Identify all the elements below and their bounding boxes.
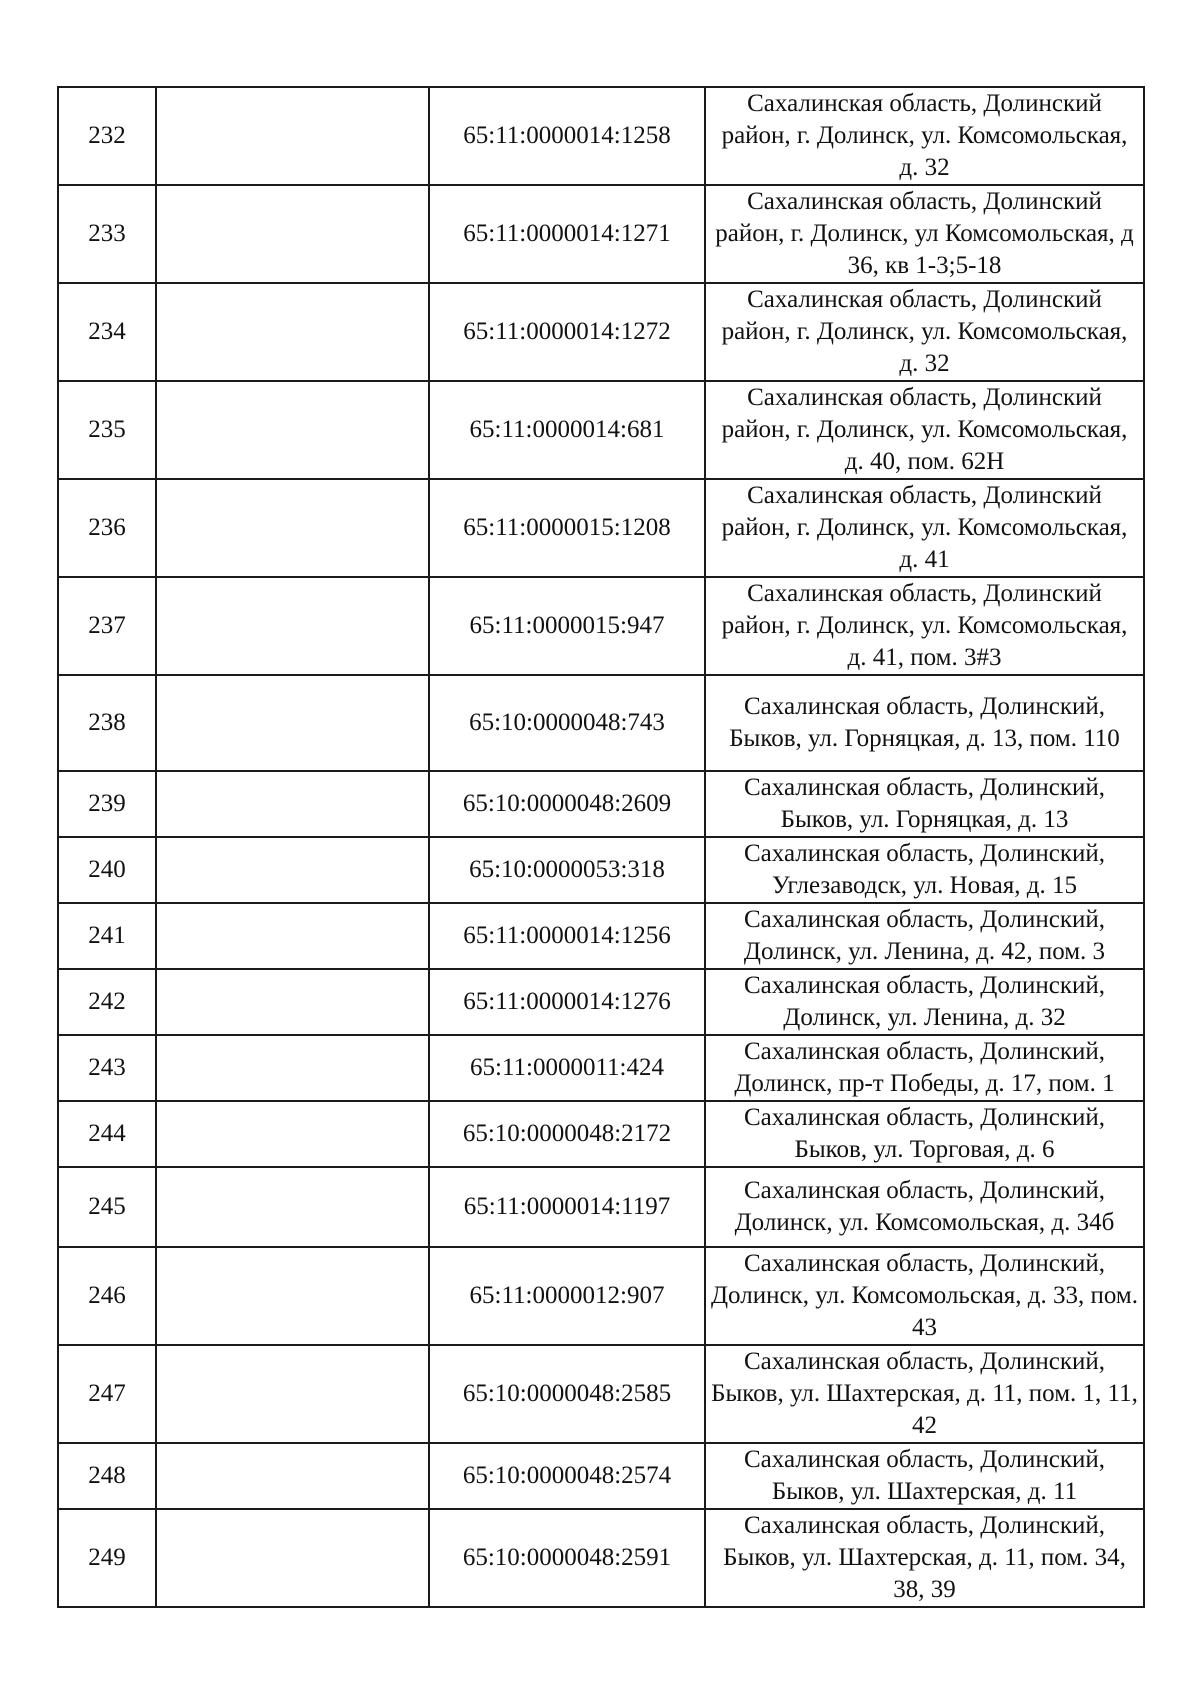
row-number-cell: 249 [58,1509,156,1607]
name-cell [156,771,429,837]
row-number-cell: 245 [58,1167,156,1247]
name-cell [156,837,429,903]
cadastral-number-cell: 65:10:0000053:318 [429,837,705,903]
table-row [58,283,1144,381]
row-number-cell: 240 [58,837,156,903]
name-cell [156,283,429,381]
address-cell: Сахалинская область, Долинский, Долинск, ул. Комсомольская, д. 34б [705,1167,1144,1247]
table-row [58,381,1144,479]
row-number-cell: 247 [58,1345,156,1443]
cadastral-number-cell: 65:10:0000048:2574 [429,1443,705,1509]
row-number-cell: 238 [58,675,156,771]
name-cell [156,675,429,771]
cadastral-number-cell: 65:11:0000014:1276 [429,969,705,1035]
table-row [58,185,1144,283]
row-number-cell: 232 [58,87,156,185]
name-cell [156,1509,429,1607]
address-cell: Сахалинская область, Долинский, Быков, ул. Шахтерская, д. 11 [705,1443,1144,1509]
table-row [58,87,1144,185]
cadastral-number-cell: 65:10:0000048:2172 [429,1101,705,1167]
address-cell: Сахалинская область, Долинский, Долинск, ул. Ленина, д. 32 [705,969,1144,1035]
name-cell [156,903,429,969]
cadastral-number-cell: 65:10:0000048:2609 [429,771,705,837]
cadastral-number-cell: 65:11:0000015:947 [429,577,705,675]
name-cell [156,1101,429,1167]
table-row [58,903,1144,969]
address-cell: Сахалинская область, Долинский район, г. Долинск, ул. Комсомольская, д. 32 [705,87,1144,185]
row-number-cell: 234 [58,283,156,381]
address-cell: Сахалинская область, Долинский, Долинск, ул. Ленина, д. 42, пом. 3 [705,903,1144,969]
address-cell: Сахалинская область, Долинский район, г. Долинск, ул. Комсомольская, д. 32 [705,283,1144,381]
cadastral-number-cell: 65:11:0000012:907 [429,1247,705,1345]
row-number-cell: 248 [58,1443,156,1509]
row-number-cell: 243 [58,1035,156,1101]
name-cell [156,1247,429,1345]
table-row [58,1247,1144,1345]
cadastral-number-cell: 65:11:0000014:1258 [429,87,705,185]
cadastral-number-cell: 65:11:0000014:1272 [429,283,705,381]
row-number-cell: 242 [58,969,156,1035]
table-row [58,1035,1144,1101]
name-cell [156,1167,429,1247]
table-row [58,771,1144,837]
cadastral-number-cell: 65:11:0000014:1197 [429,1167,705,1247]
row-number-cell: 236 [58,479,156,577]
cadastral-number-cell: 65:10:0000048:2591 [429,1509,705,1607]
address-cell: Сахалинская область, Долинский, Быков, ул. Торговая, д. 6 [705,1101,1144,1167]
name-cell [156,381,429,479]
table-row [58,1101,1144,1167]
row-number-cell: 244 [58,1101,156,1167]
name-cell [156,1035,429,1101]
name-cell [156,185,429,283]
address-cell: Сахалинская область, Долинский, Долинск, пр-т Победы, д. 17, пом. 1 [705,1035,1144,1101]
cadastral-number-cell: 65:11:0000014:1256 [429,903,705,969]
name-cell [156,479,429,577]
table-row [58,1509,1144,1607]
row-number-cell: 241 [58,903,156,969]
address-cell: Сахалинская область, Долинский, Быков, ул. Горняцкая, д. 13, пом. 110 [705,675,1144,771]
name-cell [156,1443,429,1509]
table-row [58,969,1144,1035]
address-cell: Сахалинская область, Долинский, Долинск, ул. Комсомольская, д. 33, пом. 43 [705,1247,1144,1345]
table-row [58,577,1144,675]
row-number-cell: 239 [58,771,156,837]
row-number-cell: 246 [58,1247,156,1345]
address-cell: Сахалинская область, Долинский район, г. Долинск, ул Комсомольская, д 36, кв 1-3;5-18 [705,185,1144,283]
table-row [58,1443,1144,1509]
table-row [58,837,1144,903]
cadastral-number-cell: 65:11:0000015:1208 [429,479,705,577]
row-number-cell: 233 [58,185,156,283]
table-row [58,675,1144,771]
cadastral-number-cell: 65:10:0000048:743 [429,675,705,771]
table-row [58,479,1144,577]
cadastral-number-cell: 65:11:0000014:681 [429,381,705,479]
name-cell [156,577,429,675]
address-cell: Сахалинская область, Долинский район, г. Долинск, ул. Комсомольская, д. 40, пом. 62Н [705,381,1144,479]
property-register-table [57,86,1145,1608]
address-cell: Сахалинская область, Долинский, Быков, ул. Шахтерская, д. 11, пом. 1, 11, 42 [705,1345,1144,1443]
address-cell: Сахалинская область, Долинский район, г. Долинск, ул. Комсомольская, д. 41, пом. 3#3 [705,577,1144,675]
name-cell [156,1345,429,1443]
name-cell [156,87,429,185]
cadastral-number-cell: 65:11:0000011:424 [429,1035,705,1101]
cadastral-number-cell: 65:10:0000048:2585 [429,1345,705,1443]
address-cell: Сахалинская область, Долинский, Углезаводск, ул. Новая, д. 15 [705,837,1144,903]
table-row [58,1167,1144,1247]
row-number-cell: 235 [58,381,156,479]
table-row [58,1345,1144,1443]
address-cell: Сахалинская область, Долинский, Быков, ул. Шахтерская, д. 11, пом. 34, 38, 39 [705,1509,1144,1607]
cadastral-number-cell: 65:11:0000014:1271 [429,185,705,283]
row-number-cell: 237 [58,577,156,675]
address-cell: Сахалинская область, Долинский район, г. Долинск, ул. Комсомольская, д. 41 [705,479,1144,577]
name-cell [156,969,429,1035]
address-cell: Сахалинская область, Долинский, Быков, ул. Горняцкая, д. 13 [705,771,1144,837]
